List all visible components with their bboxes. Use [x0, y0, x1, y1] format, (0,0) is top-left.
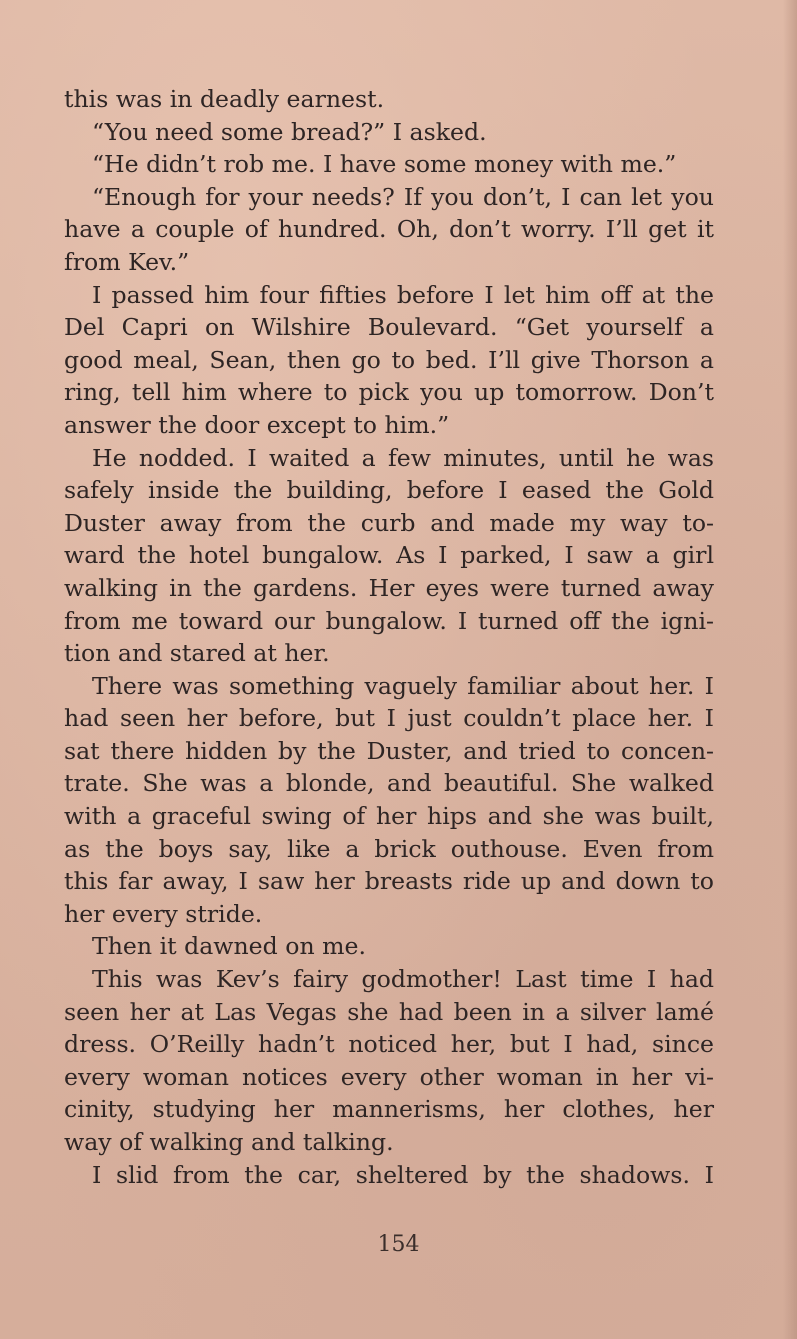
page-edge-shadow	[783, 0, 797, 1339]
text-line: This was Kev’s fairy godmother! Last time I had	[92, 965, 714, 994]
text-line: this was in deadly earnest.	[64, 85, 385, 113]
text-line: Duster away from the curb and made my way to-	[64, 508, 714, 537]
text-line: I passed him four fifties before I let him off at the	[92, 280, 714, 309]
text-line: good meal, Sean, then go to bed. I’ll give Thorson a	[64, 345, 714, 374]
text-line: “You need some bread?” I asked.	[92, 117, 487, 146]
text-line: from Kev.”	[64, 247, 190, 276]
text-line: tion and stared at her.	[64, 639, 330, 668]
text-line: Del Capri on Wilshire Boulevard. “Get yourself a	[64, 313, 714, 342]
text-line: her every stride.	[64, 899, 263, 928]
text-line: walking in the gardens. Her eyes were turned away	[64, 573, 714, 602]
text-line: ring, tell him where to pick you up tomorrow. Don’t	[64, 378, 714, 407]
body-text	[64, 83, 714, 1191]
text-line: answer the door except to him.”	[64, 410, 450, 439]
text-line: I slid from the car, sheltered by the shadows. I	[92, 1160, 714, 1189]
text-line: every woman notices every other woman in her vi-	[64, 1062, 714, 1091]
text-line: with a graceful swing of her hips and she was built,	[64, 802, 714, 831]
text-line: way of walking and talking.	[64, 1128, 394, 1156]
page-number: 154	[377, 1232, 420, 1257]
text-line: from me toward our bungalow. I turned off the igni-	[64, 606, 714, 635]
text-line: He nodded. I waited a few minutes, until he was	[92, 443, 714, 472]
text-line: this far away, I saw her breasts ride up and down to	[64, 867, 714, 896]
text-line: cinity, studying her mannerisms, her clothes, her	[64, 1095, 714, 1124]
text-line: as the boys say, like a brick outhouse. Even from	[64, 834, 714, 863]
text-line: trate. She was a blonde, and beautiful. She walked	[64, 769, 714, 798]
text-line: have a couple of hundred. Oh, don’t worry. I’ll get it	[64, 215, 714, 244]
text-line: “He didn’t rob me. I have some money with me.”	[92, 150, 677, 179]
text-line: sat there hidden by the Duster, and tried to concen-	[64, 736, 714, 765]
text-line: had seen her before, but I just couldn’t place her. I	[64, 704, 714, 733]
text-line: dress. O’Reilly hadn’t noticed her, but I had, since	[64, 1030, 714, 1059]
text-line: There was something vaguely familiar about her. I	[92, 671, 714, 700]
text-line: safely inside the building, before I eased the Gold	[64, 476, 714, 505]
text-line: “Enough for your needs? If you don’t, I can let you	[92, 182, 714, 211]
text-line: Then it dawned on me.	[92, 932, 366, 961]
text-line: seen her at Las Vegas she had been in a silver lamé	[64, 997, 714, 1026]
text-line: ward the hotel bungalow. As I parked, I saw a girl	[64, 541, 714, 570]
